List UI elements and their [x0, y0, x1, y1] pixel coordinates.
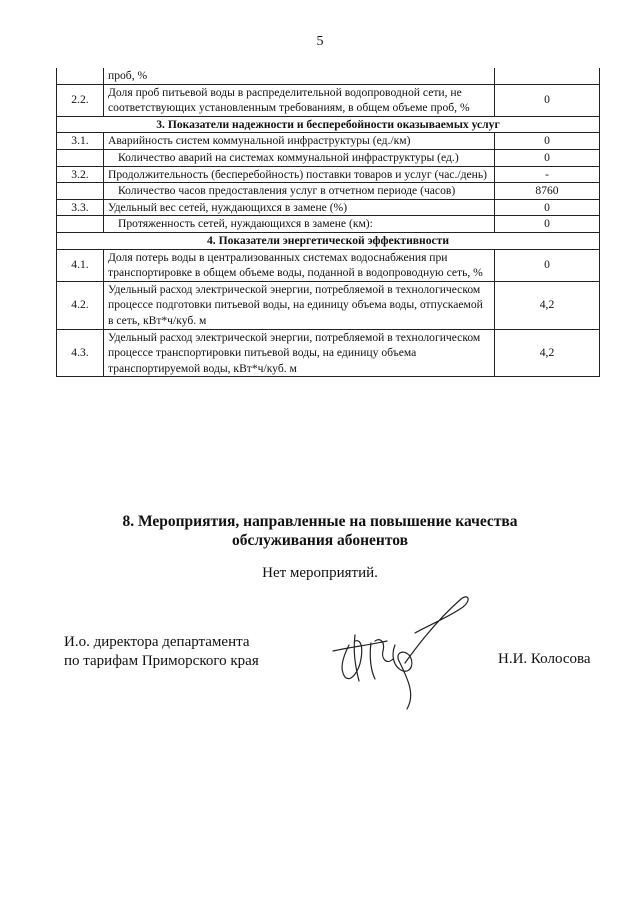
indicator-value: 0	[495, 84, 600, 116]
signer-name: Н.И. Колосова	[498, 651, 591, 667]
indicator-value: 0	[495, 249, 600, 281]
table-row	[57, 84, 600, 116]
page-number: 5	[316, 34, 324, 49]
table-row	[57, 216, 600, 233]
row-number: 3.3.	[57, 199, 104, 216]
indicator-name: Количество аварий на системах коммунальной инфраструктуры (ед.)	[104, 149, 495, 166]
table-row	[57, 133, 600, 150]
indicator-value: 8760	[495, 183, 600, 200]
indicator-name: Доля потерь воды в централизованных системах водоснабжения при транспортировке в общем объеме воды, поданной в водопроводную сеть, %	[104, 249, 495, 281]
section-title: 3. Показатели надежности и бесперебойности оказываемых услуг	[57, 116, 600, 133]
indicator-name: Удельный вес сетей, нуждающихся в замене (%)	[104, 199, 495, 216]
indicator-value: 4,2	[495, 329, 600, 377]
row-number: 4.3.	[57, 329, 104, 377]
indicators-table	[56, 68, 600, 377]
no-measures-text: Нет мероприятий.	[262, 565, 378, 581]
row-number: 3.1.	[57, 133, 104, 150]
section-heading-line1: 8. Мероприятия, направленные на повышение качества	[122, 513, 518, 530]
indicator-name: Удельный расход электрической энергии, потребляемой в технологическом процессе подготовки питьевой воды, на единицу объема воды, отпускаемой в сеть, кВт*ч/куб. м	[104, 281, 495, 329]
indicator-name: проб, %	[104, 68, 495, 84]
indicator-value: 0	[495, 199, 600, 216]
indicator-value: 0	[495, 133, 600, 150]
table-row	[57, 329, 600, 377]
signer-position-line1: И.о. директора департамента	[64, 634, 250, 650]
section-title: 4. Показатели энергетической эффективности	[57, 232, 600, 249]
indicator-name: Продолжительность (бесперебойность) поставки товаров и услуг (час./день)	[104, 166, 495, 183]
section-heading	[0, 512, 640, 550]
indicator-value: 0	[495, 149, 600, 166]
table-row	[57, 68, 600, 84]
table-row	[57, 149, 600, 166]
table-row	[57, 281, 600, 329]
section-heading-line2: обслуживания абонентов	[232, 532, 408, 549]
indicator-name: Удельный расход электрической энергии, потребляемой в технологическом процессе транспортировки питьевой воды, на единицу объема транспортируемой воды, кВт*ч/куб. м	[104, 329, 495, 377]
table-row	[57, 183, 600, 200]
handwritten-signature	[325, 585, 475, 715]
indicator-name: Аварийность систем коммунальной инфраструктуры (ед./км)	[104, 133, 495, 150]
section-row	[57, 116, 600, 133]
signer-position-line2: по тарифам Приморского края	[64, 653, 259, 669]
indicator-value: -	[495, 166, 600, 183]
row-number: 4.1.	[57, 249, 104, 281]
indicator-value	[495, 68, 600, 84]
indicator-name: Протяженность сетей, нуждающихся в замене (км):	[104, 216, 495, 233]
row-number: 2.2.	[57, 84, 104, 116]
indicator-value: 0	[495, 216, 600, 233]
row-number: 3.2.	[57, 166, 104, 183]
row-number: 4.2.	[57, 281, 104, 329]
table-row	[57, 249, 600, 281]
table-row	[57, 199, 600, 216]
row-number	[57, 216, 104, 233]
indicator-value: 4,2	[495, 281, 600, 329]
row-number	[57, 68, 104, 84]
signer-position	[64, 633, 259, 671]
section-row	[57, 232, 600, 249]
table-row	[57, 166, 600, 183]
row-number	[57, 149, 104, 166]
indicator-name: Количество часов предоставления услуг в отчетном периоде (часов)	[104, 183, 495, 200]
row-number	[57, 183, 104, 200]
indicator-name: Доля проб питьевой воды в распределительной водопроводной сети, не соответствующих установленным требованиям, в общем объеме проб, %	[104, 84, 495, 116]
